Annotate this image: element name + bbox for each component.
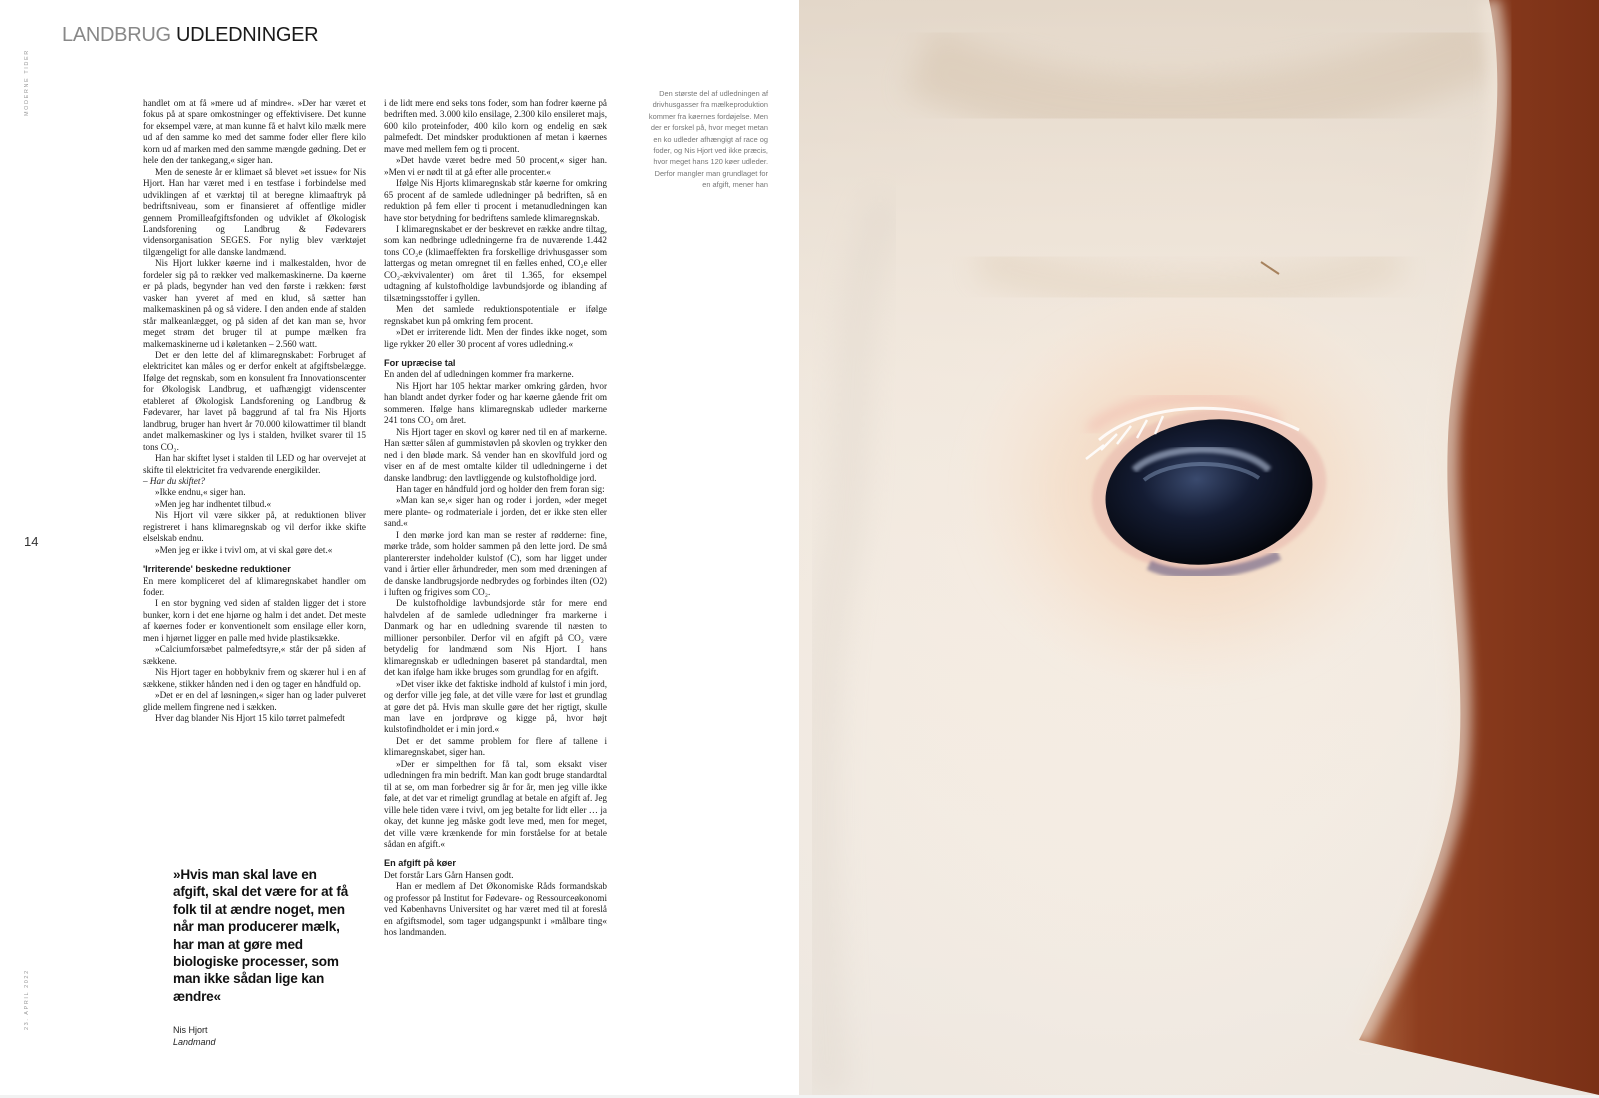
- paragraph: En anden del af udledningen kommer fra markerne.: [384, 369, 574, 380]
- paragraph: »Det viser ikke det faktiske indhold af kulstof i min jord, og derfor ville jeg føle, at det ville være for løst et grundlag at gøre det på. Hvis man skulle gøre det her rigtigt, skulle man lave en jordprøve og kigge på, hvor højt kulstofindholdet er i min jord.«: [384, 678, 607, 735]
- interview-question: – Har du skiftet?: [143, 475, 206, 486]
- paragraph: Men de seneste år er klimaet så blevet »et issue« for Nis Hjort. Han har været med i en testfase i forbindelse med udviklingen af et værktøj til at beregne klimaaftryk på bedriftsniveau, som er finansieret af offentlige midler gennem Promilleafgiftsfonden og udviklet af Økologisk Landsforening og Landbrug & Fødevarers vidensorganisation SEGES. For nylig blev værktøjet tilgængeligt for alle danske landmænd.: [143, 166, 366, 257]
- paragraph: handlet om at få »mere ud af mindre«. »Der har været et fokus på at spare omkostninger og effektivisere. Det kunne for eksempel være, at man kunne få et halvt kilo mælk mere ud af den samme ko med det samme foder eller flere kilo korn ud af marken med den samme mængde gødning. Det er hele den der tankegang,« siger han.: [143, 98, 366, 166]
- photo-caption: Den største del af udledningen af drivhusgasser fra mælkeproduktion kommer fra køernes fordøjelse. Men der er forskel på, hvor meget metan en ko udleder afhængigt af race og foder, og Nis Hjort ved ikke præcis, hvor meget hans 120 køer udleder. Derfor mangler man grundlaget for en afgift, mener han: [648, 89, 768, 190]
- paragraph: Han er medlem af Det Økonomiske Råds formandskab og professor på Institut for Fødevare- og Ressourceøkonomi ved Københavns Universitet og har været med til at foreslå en afgiftsmodel, som tager udgangspunkt i »målbare ting« hos landmanden.: [384, 881, 607, 938]
- paragraph: »Man kan se,« siger han og roder i jorden, »der meget mere plante- og rodmateriale i jorden, det er ikke sten eller sand.«: [384, 495, 607, 529]
- section-header: [62, 24, 318, 47]
- paragraph: Nis Hjort tager en hobbykniv frem og skærer hul i en af sækkene, stikker hånden ned i den og tager en håndfuld op.: [143, 667, 366, 689]
- paragraph: Det er den lette del af klimaregnskabet: Forbruget af elektricitet kan måles og er derfor enkelt at afgiftsbelægge. Ifølge det regnskab, som en konsulent fra Innovationscenter for Økologisk Landbrug, et uafhængigt videnscenter etableret af Økologisk Landsforening og Landbrug & Fødevarer, har lavet på baggrund af tal fra Nis Hjorts landbrug, bruger han hvert år 70.000 kilowattimer til blandt andet malkemaskiner og lys i stalden, hvilket svarer til 15 tons CO₂.: [143, 349, 366, 452]
- article-column-1: [143, 98, 366, 724]
- pull-quote-role: Landmand: [173, 1037, 216, 1047]
- pull-quote-name: Nis Hjort: [173, 1025, 208, 1035]
- paragraph: I en stor bygning ved siden af stalden ligger det i store bunker, korn i det ene hjørne og halm i det andet. Det meste af køernes foder er konventionelt som ensilage eller korn, men i hjørnet ligger en palle med hvide plastiksække.: [143, 598, 366, 643]
- paragraph: Nis Hjort har 105 hektar marker omkring gården, hvor han blandt andet dyrker foder og har køerne gående frit om sommeren. Ifølge hans klimaregnskab udleder markerne 241 tons CO₂ om året.: [384, 380, 607, 426]
- paragraph: »Det havde været bedre med 50 procent,« siger han. »Men vi er nødt til at gå efter alle procenter.«: [384, 155, 607, 177]
- paragraph: »Calciumforsæbet palmefedtsyre,« står der på siden af sækkene.: [143, 644, 366, 666]
- paragraph: Han tager en håndfuld jord og holder den frem foran sig:: [396, 483, 605, 494]
- paragraph: Det forstår Lars Gårn Hansen godt.: [384, 869, 514, 880]
- paragraph: »Det er irriterende lidt. Men der findes ikke noget, som lige rykker 20 eller 30 procent af vores udledning.«: [384, 327, 607, 349]
- publication-name: MODERNE TIDER: [24, 49, 30, 116]
- page-number: 14: [24, 534, 39, 549]
- subheading: For upræcise tal: [384, 357, 456, 368]
- paragraph: I den mørke jord kan man se rester af rødderne: fine, mørke tråde, som holder sammen på den lette jord. De små plantererster indeholder kulstof (C), som har ligget under vand i årtier eller århundreder, men som med dræningen af de danske landbrugsjorde nedbrydes og forbindes ilten (O2) i luften og frigives som CO₂.: [384, 529, 607, 598]
- paragraph: Ifølge Nis Hjorts klimaregnskab står køerne for omkring 65 procent af de samlede udledninger på bedriften, så en reduktion på fem eller ti procent i metanudledningen kan have stor betydning for bedriftens samlede klimaregnskab.: [384, 178, 607, 223]
- cow-eye-image: [799, 0, 1599, 1095]
- paragraph: Nis Hjort tager en skovl og kører ned til en af markerne. Han sætter sålen af gummistøvlen på skovlen og trykker den ned i den bløde mark. Så vender han en skovlfuld jord og viser en af de mest omtalte kilder til udledningerne i det danske landbrug: den lavtliggende og kulstofholdige jord.: [384, 426, 607, 483]
- section-title: UDLEDNINGER: [176, 24, 319, 46]
- paragraph: »Det er en del af løsningen,« siger han og lader pulveret glide mellem fingrene ned i sækken.: [143, 690, 366, 712]
- paragraph: Han har skiftet lyset i stalden til LED og har overvejet at skifte til elektricitet fra vedvarende energikilder.: [143, 453, 366, 475]
- paragraph: Men det samlede reduktionspotentiale er ifølge regnskabet kun på omkring fem procent.: [384, 304, 607, 326]
- issue-date: 23. APRIL 2022: [24, 969, 30, 1030]
- cow-eye-photo: [799, 0, 1599, 1095]
- subheading: En afgift på køer: [384, 858, 456, 869]
- article-column-2: [384, 98, 607, 939]
- paragraph: »Ikke endnu,« siger han.: [155, 487, 246, 498]
- paragraph: De kulstofholdige lavbundsjorde står for mere end halvdelen af de samlede udledninger fra markerne i Danmark og har en udledning svarende til næsten to millioner personbiler. Derfor vil en afgift på CO₂ være betydelig for landmænd som Nis Hjort. I hans klimaregnskab er udledningen baseret på standardtal, men det kan ifølge ham ikke bruges som grundlag for en afgift.: [384, 598, 607, 678]
- paragraph: Det er det samme problem for flere af tallene i klimaregnskabet, siger han.: [384, 735, 607, 758]
- section-label: LANDBRUG: [62, 24, 171, 46]
- paragraph: »Men jeg har indhentet tilbud.«: [155, 498, 272, 509]
- subheading: 'Irriterende' beskedne reduktioner: [143, 564, 291, 575]
- paragraph: »Der er simpelthen for få tal, som eksakt viser udledningen fra min bedrift. Man kan godt bruge standardtal til at se, om man forbedrer sig år for år, men jeg ville ikke føle, at det var et rimeligt grundlag at betale en afgift af. Jeg ville hele tiden være i tvivl, om jeg betalte for lidt eller … ja okay, det kunne jeg måske godt leve med, men for meget, det ville være krænkende for min forståelse for at betale sådan en afgift.«: [384, 758, 607, 849]
- paragraph: En mere kompliceret del af klimaregnskabet handler om foder.: [143, 575, 366, 598]
- paragraph: Nis Hjort lukker køerne ind i malkestalden, hvor de fordeler sig på to rækker ved malkemaskinerne. Da køerne er på plads, begynder han ved den første i rækken: først vasker han yveret af med en klud, så sætter han malkemaskinen på og så videre. I den anden ende af stalden står malkeanlægget, og på siden af det kan man se, hvor meget strøm det bruger til at pumpe mælken fra malkemaskinerne ud i køletanken – 2.560 watt.: [143, 258, 366, 349]
- paragraph: i de lidt mere end seks tons foder, som han fodrer køerne på bedriften med. 3.000 kilo ensilage, 2.300 kilo ensileret majs, 600 kilo proteinfoder, 400 kilo korn og endelig en sæk palmefedt. Det mindsker produktionen af metan i køernes mave med mellem fem og ti procent.: [384, 98, 607, 154]
- paragraph: »Men jeg er ikke i tvivl om, at vi skal gøre det.«: [155, 544, 333, 555]
- pull-quote: »Hvis man skal lave en afgift, skal det være for at få folk til at ændre noget, men når man producerer mælk, har man at gøre med biologiske processer, som man ikke sådan lige kan ændre«: [173, 867, 349, 1004]
- paragraph: Nis Hjort vil være sikker på, at reduktionen bliver registreret i hans klimaregnskab og vil derfor ikke skifte elselskab endnu.: [143, 510, 366, 544]
- paragraph: Hver dag blander Nis Hjort 15 kilo tørret palmefedt: [155, 713, 345, 724]
- article-page: [0, 0, 799, 1095]
- paragraph: I klimaregnskabet er der beskrevet en række andre tiltag, som kan nedbringe udledningerne fra de nuværende 1.442 tons CO₂e (klimaeffekten fra forskellige drivhusgasser som lattergas og metan omregnet til en fælles enhed, CO₂e eller CO₂-ækvivalenter) om året til 1.365, for eksempel udtagning af kulstofholdige lavbundsjorde og iblanding af tilsætningsstoffer i gyllen.: [384, 223, 607, 303]
